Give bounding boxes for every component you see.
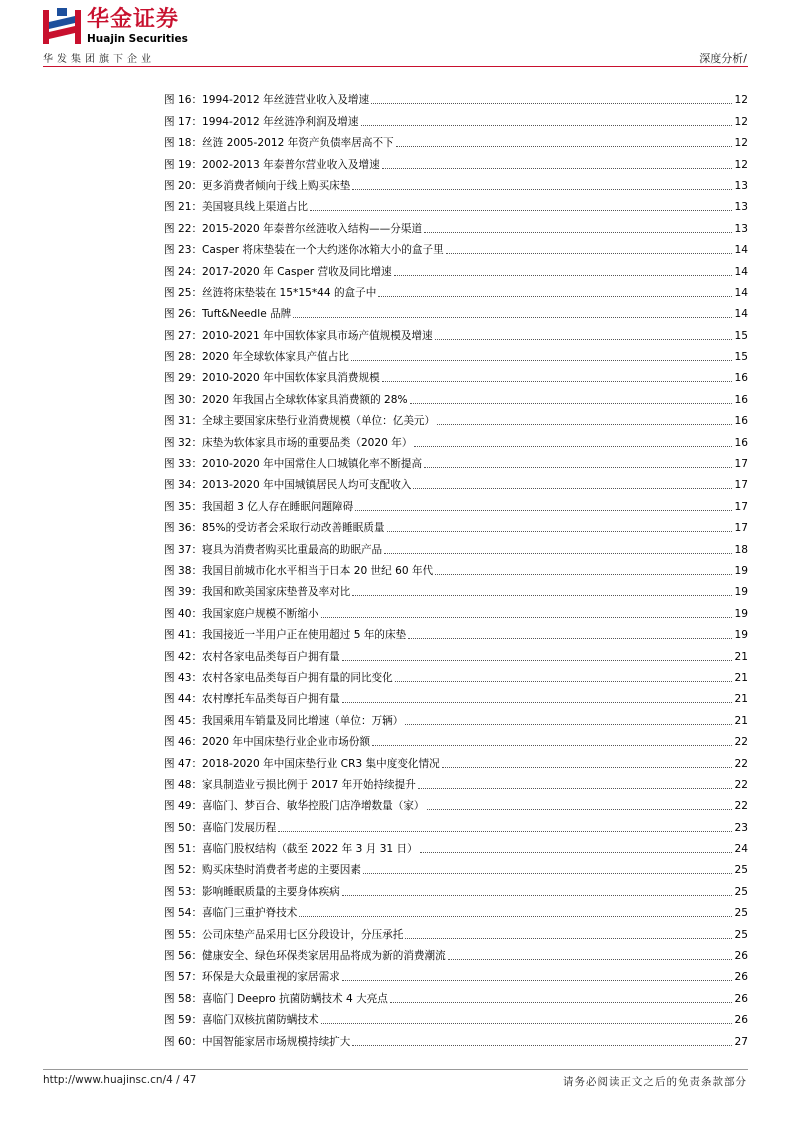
toc-dot-leader — [361, 125, 733, 126]
toc-entry-label: 图 46：2020 年中国床垫行业企业市场份额 — [164, 736, 371, 749]
toc-entry[interactable] — [164, 877, 748, 898]
toc-entry-page-number: 17 — [734, 522, 748, 535]
toc-entry-label: 图 39：我国和欧美国家床垫普及率对比 — [164, 586, 351, 599]
toc-entry-page-number: 15 — [734, 329, 748, 342]
toc-entry-label: 图 43：农村各家电品类每百户拥有量的同比变化 — [164, 671, 393, 684]
toc-entry-label: 图 22：2015-2020 年泰普尔丝涟收入结构——分渠道 — [164, 222, 423, 235]
toc-entry[interactable] — [164, 578, 748, 599]
toc-entry-page-number: 15 — [734, 351, 748, 364]
toc-entry-label: 图 59：喜临门双核抗菌防螨技术 — [164, 1014, 319, 1027]
toc-entry-label: 图 19：2002-2013 年泰普尔营业收入及增速 — [164, 158, 380, 171]
toc-entry-page-number: 13 — [734, 201, 748, 214]
toc-entry-label: 图 44：农村摩托车品类每百户拥有量 — [164, 693, 340, 706]
toc-dot-leader — [435, 339, 732, 340]
toc-entry-label: 图 16：1994-2012 年丝涟营业收入及增速 — [164, 94, 370, 107]
toc-entry-page-number: 17 — [734, 479, 748, 492]
toc-entry[interactable] — [164, 963, 748, 984]
toc-entry-page-number: 19 — [734, 586, 748, 599]
toc-entry-page-number: 16 — [734, 415, 748, 428]
toc-entry-page-number: 23 — [734, 821, 748, 834]
toc-dot-leader — [382, 381, 732, 382]
toc-dot-leader — [352, 595, 732, 596]
toc-entry[interactable] — [164, 150, 748, 171]
toc-entry-page-number: 14 — [734, 244, 748, 257]
toc-dot-leader — [342, 660, 732, 661]
toc-entry-page-number: 22 — [734, 778, 748, 791]
toc-dot-leader — [435, 574, 732, 575]
toc-entry-page-number: 26 — [734, 992, 748, 1005]
toc-dot-leader — [310, 210, 732, 211]
toc-dot-leader — [299, 916, 732, 917]
toc-entry-page-number: 21 — [734, 693, 748, 706]
toc-dot-leader — [405, 724, 732, 725]
toc-entry-page-number: 14 — [734, 265, 748, 278]
toc-dot-leader — [384, 553, 732, 554]
toc-dot-leader — [355, 510, 732, 511]
footer-disclaimer: 请务必阅读正文之后的免责条款部分 — [563, 1076, 747, 1088]
toc-entry[interactable] — [164, 514, 748, 535]
toc-dot-leader — [424, 232, 732, 233]
toc-entry[interactable] — [164, 1027, 748, 1048]
toc-entry-page-number: 19 — [734, 564, 748, 577]
toc-entry[interactable] — [164, 535, 748, 556]
document-type: 深度分析/ — [699, 52, 747, 65]
toc-entry-page-number: 12 — [734, 158, 748, 171]
footer-url-page[interactable]: http://www.huajinsc.cn/4 / 47 — [43, 1074, 197, 1086]
toc-entry[interactable] — [164, 193, 748, 214]
toc-entry-label: 图 41：我国接近一半用户正在使用超过 5 年的床垫 — [164, 629, 407, 642]
toc-dot-leader — [408, 638, 732, 639]
toc-dot-leader — [442, 767, 732, 768]
toc-entry-label: 图 34：2013-2020 年中国城镇居民人均可支配收入 — [164, 479, 412, 492]
toc-entry[interactable] — [164, 86, 748, 107]
toc-entry-page-number: 16 — [734, 436, 748, 449]
toc-entry-page-number: 16 — [734, 372, 748, 385]
toc-entry-page-number: 26 — [734, 971, 748, 984]
toc-entry[interactable] — [164, 599, 748, 620]
company-logo — [43, 8, 203, 48]
toc-entry[interactable] — [164, 642, 748, 663]
toc-entry[interactable] — [164, 343, 748, 364]
page-header — [0, 0, 793, 70]
toc-entry-label: 图 50：喜临门发展历程 — [164, 821, 277, 834]
toc-entry[interactable] — [164, 492, 748, 513]
toc-entry[interactable] — [164, 214, 748, 235]
toc-entry[interactable] — [164, 984, 748, 1005]
toc-entry[interactable] — [164, 557, 748, 578]
toc-entry-label: 图 18：丝涟 2005-2012 年资产负债率居高不下 — [164, 137, 394, 150]
toc-dot-leader — [371, 103, 732, 104]
toc-entry[interactable] — [164, 107, 748, 128]
logo-chinese-name: 华金证券 — [87, 7, 180, 32]
logo-english-name: Huajin Securities — [87, 33, 188, 45]
toc-entry-label: 图 27：2010-2021 年中国软体家具市场产值规模及增速 — [164, 329, 433, 342]
toc-entry-label: 图 23：Casper 将床垫装在一个大约迷你冰箱大小的盒子里 — [164, 244, 444, 257]
toc-dot-leader — [424, 467, 732, 468]
toc-dot-leader — [363, 873, 732, 874]
toc-entry-page-number: 19 — [734, 629, 748, 642]
toc-entry-label: 图 48：家具制造业亏损比例于 2017 年开始持续提升 — [164, 778, 416, 791]
toc-entry-label: 图 52：购买床垫时消费者考虑的主要因素 — [164, 864, 361, 877]
toc-entry[interactable] — [164, 172, 748, 193]
toc-entry-page-number: 12 — [734, 115, 748, 128]
toc-entry-page-number: 14 — [734, 308, 748, 321]
toc-entry[interactable] — [164, 257, 748, 278]
toc-entry-page-number: 19 — [734, 607, 748, 620]
toc-entry-page-number: 12 — [734, 137, 748, 150]
toc-entry-page-number: 26 — [734, 1014, 748, 1027]
toc-entry[interactable] — [164, 728, 748, 749]
toc-entry-page-number: 22 — [734, 800, 748, 813]
toc-entry-label: 图 58：喜临门 Deepro 抗菌防螨技术 4 大亮点 — [164, 992, 388, 1005]
toc-dot-leader — [405, 938, 732, 939]
toc-entry-page-number: 24 — [734, 843, 748, 856]
toc-entry-label: 图 53：影响睡眠质量的主要身体疾病 — [164, 885, 340, 898]
toc-entry[interactable] — [164, 706, 748, 727]
toc-entry-page-number: 12 — [734, 94, 748, 107]
toc-entry[interactable] — [164, 279, 748, 300]
toc-dot-leader — [342, 895, 732, 896]
toc-entry[interactable] — [164, 856, 748, 877]
toc-entry[interactable] — [164, 899, 748, 920]
toc-entry-page-number: 22 — [734, 736, 748, 749]
toc-entry[interactable] — [164, 813, 748, 834]
footer-divider — [43, 1069, 748, 1070]
toc-entry-page-number: 18 — [734, 543, 748, 556]
toc-entry[interactable] — [164, 664, 748, 685]
toc-entry[interactable] — [164, 621, 748, 642]
toc-entry-page-number: 25 — [734, 907, 748, 920]
toc-entry-page-number: 26 — [734, 950, 748, 963]
toc-dot-leader — [394, 275, 732, 276]
toc-entry[interactable] — [164, 920, 748, 941]
toc-entry-label: 图 24：2017-2020 年 Casper 营收及同比增速 — [164, 265, 392, 278]
toc-dot-leader — [352, 189, 732, 190]
toc-entry[interactable] — [164, 792, 748, 813]
toc-entry-label: 图 29：2010-2020 年中国软体家具消费规模 — [164, 372, 380, 385]
toc-entry-page-number: 16 — [734, 393, 748, 406]
toc-dot-leader — [342, 980, 732, 981]
toc-entry-label: 图 17：1994-2012 年丝涟净利润及增速 — [164, 115, 359, 128]
toc-dot-leader — [352, 1045, 732, 1046]
toc-entry-label: 图 54：喜临门三重护脊技术 — [164, 907, 298, 920]
toc-entry-label: 图 45：我国乘用车销量及同比增速（单位：万辆） — [164, 714, 404, 727]
toc-dot-leader — [395, 681, 732, 682]
toc-entry-page-number: 21 — [734, 714, 748, 727]
toc-entry[interactable] — [164, 364, 748, 385]
huajin-logo-icon — [43, 8, 81, 46]
toc-dot-leader — [427, 809, 732, 810]
toc-dot-leader — [378, 296, 732, 297]
toc-entry-label: 图 38：我国目前城市化水平相当于日本 20 世纪 60 年代 — [164, 564, 434, 577]
toc-entry[interactable] — [164, 129, 748, 150]
header-divider — [43, 66, 748, 67]
toc-entry[interactable] — [164, 236, 748, 257]
toc-entry[interactable] — [164, 428, 748, 449]
toc-dot-leader — [396, 146, 732, 147]
toc-dot-leader — [351, 360, 732, 361]
toc-entry[interactable] — [164, 685, 748, 706]
toc-dot-leader — [372, 745, 732, 746]
toc-dot-leader — [448, 959, 732, 960]
toc-entry-page-number: 25 — [734, 928, 748, 941]
toc-entry-label: 图 60：中国智能家居市场规模持续扩大 — [164, 1035, 351, 1048]
toc-dot-leader — [414, 446, 732, 447]
toc-entry-label: 图 40：我国家庭户规模不断缩小 — [164, 607, 319, 620]
toc-entry[interactable] — [164, 385, 748, 406]
toc-entry[interactable] — [164, 407, 748, 428]
toc-entry-label: 图 35：我国超 3 亿人存在睡眠问题障碍 — [164, 500, 354, 513]
group-slogan: 华发集团旗下企业 — [43, 54, 155, 65]
toc-dot-leader — [446, 253, 732, 254]
toc-dot-leader — [390, 1002, 732, 1003]
figure-index-list — [164, 86, 748, 1049]
toc-entry-page-number: 21 — [734, 650, 748, 663]
toc-entry-label: 图 26：Tuft&Needle 品牌 — [164, 308, 292, 321]
toc-entry[interactable] — [164, 942, 748, 963]
toc-entry-label: 图 31：全球主要国家床垫行业消费规模（单位：亿美元） — [164, 415, 436, 428]
toc-dot-leader — [437, 424, 732, 425]
toc-entry-label: 图 49：喜临门、梦百合、敏华控股门店净增数量（家） — [164, 800, 425, 813]
toc-dot-leader — [321, 617, 732, 618]
toc-entry-label: 图 20：更多消费者倾向于线上购买床垫 — [164, 179, 351, 192]
toc-entry[interactable] — [164, 450, 748, 471]
toc-entry-page-number: 22 — [734, 757, 748, 770]
toc-entry-page-number: 25 — [734, 864, 748, 877]
toc-entry-page-number: 13 — [734, 222, 748, 235]
toc-dot-leader — [293, 317, 732, 318]
toc-entry-label: 图 51：喜临门股权结构（截至 2022 年 3 月 31 日） — [164, 843, 418, 856]
toc-entry-label: 图 25：丝涟将床垫装在 15*15*44 的盒子中 — [164, 286, 377, 299]
toc-entry-page-number: 21 — [734, 671, 748, 684]
toc-entry-label: 图 57：环保是大众最重视的家居需求 — [164, 971, 340, 984]
toc-entry[interactable] — [164, 471, 748, 492]
toc-entry[interactable] — [164, 1006, 748, 1027]
toc-entry-label: 图 36：85%的受访者会采取行动改善睡眠质量 — [164, 522, 385, 535]
toc-entry[interactable] — [164, 300, 748, 321]
toc-dot-leader — [410, 403, 732, 404]
toc-entry[interactable] — [164, 321, 748, 342]
toc-entry-label: 图 28：2020 年全球软体家具产值占比 — [164, 351, 349, 364]
toc-entry-page-number: 17 — [734, 458, 748, 471]
toc-entry-label: 图 37：寝具为消费者购买比重最高的助眠产品 — [164, 543, 383, 556]
toc-dot-leader — [382, 168, 732, 169]
toc-entry-label: 图 47：2018-2020 年中国床垫行业 CR3 集中度变化情况 — [164, 757, 440, 770]
toc-dot-leader — [278, 831, 732, 832]
toc-entry-page-number: 27 — [734, 1035, 748, 1048]
toc-entry-page-number: 17 — [734, 500, 748, 513]
toc-entry-label: 图 42：农村各家电品类每百户拥有量 — [164, 650, 340, 663]
toc-dot-leader — [418, 788, 732, 789]
toc-entry[interactable] — [164, 771, 748, 792]
toc-entry-label: 图 21：美国寝具线上渠道占比 — [164, 201, 308, 214]
toc-entry[interactable] — [164, 749, 748, 770]
toc-entry-label: 图 55：公司床垫产品采用七区分段设计，分压承托 — [164, 928, 404, 941]
toc-entry-page-number: 25 — [734, 885, 748, 898]
toc-dot-leader — [413, 488, 732, 489]
toc-dot-leader — [321, 1023, 732, 1024]
toc-entry-label: 图 56：健康安全、绿色环保类家居用品将成为新的消费潮流 — [164, 950, 446, 963]
toc-entry-page-number: 14 — [734, 286, 748, 299]
toc-entry-label: 图 30：2020 年我国占全球软体家具消费额的 28% — [164, 393, 408, 406]
toc-entry-label: 图 33：2010-2020 年中国常住人口城镇化率不断提高 — [164, 458, 423, 471]
toc-entry-page-number: 13 — [734, 179, 748, 192]
toc-entry[interactable] — [164, 835, 748, 856]
toc-dot-leader — [342, 702, 732, 703]
toc-dot-leader — [420, 852, 732, 853]
toc-entry-label: 图 32：床垫为软体家具市场的重要品类（2020 年） — [164, 436, 413, 449]
toc-dot-leader — [387, 531, 733, 532]
